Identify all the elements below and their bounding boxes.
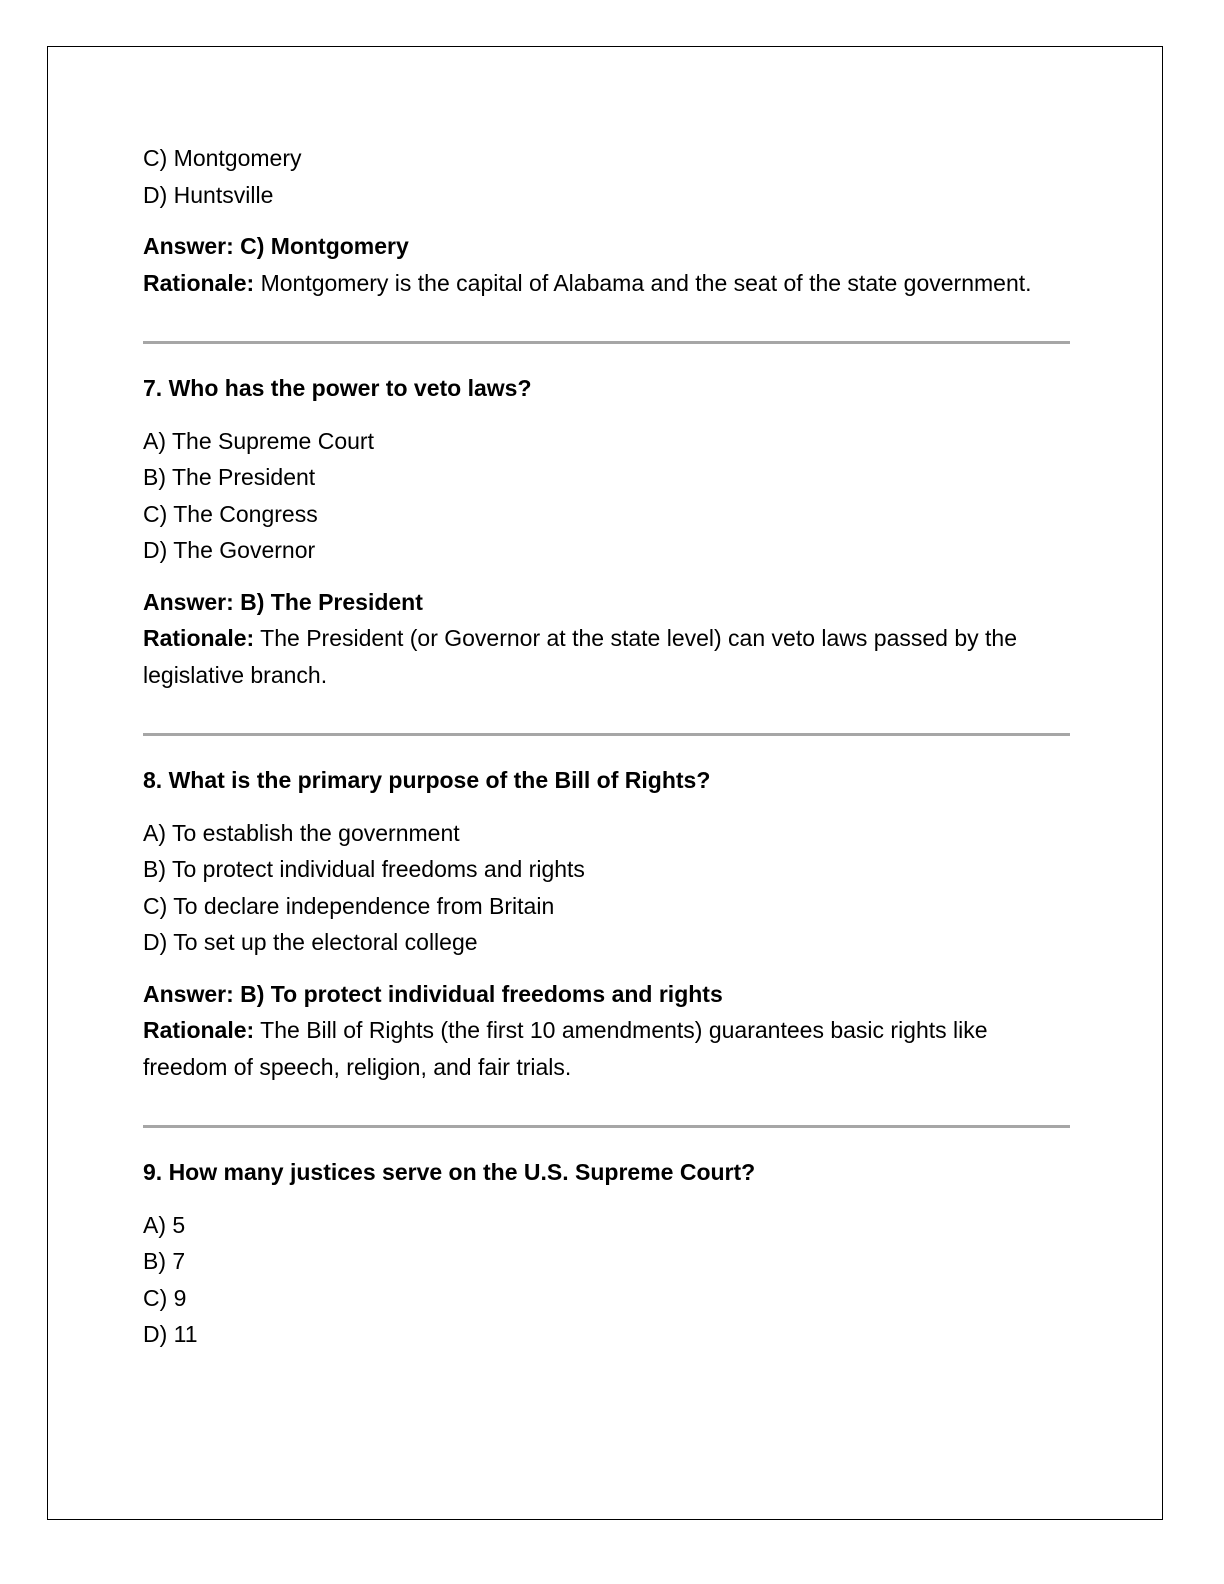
option-d: D) Huntsville (143, 181, 274, 208)
rationale (143, 620, 1073, 693)
option-a: A) 5 (143, 1211, 186, 1238)
option-a: A) The Supreme Court (143, 427, 374, 454)
option-a: A) To establish the government (143, 819, 460, 846)
question-6-continuation (143, 140, 1073, 301)
option-c: C) To declare independence from Britain (143, 892, 555, 919)
rationale-label: Rationale: (143, 1017, 255, 1043)
option-b: B) 7 (143, 1248, 186, 1274)
question-text: 8. What is the primary purpose of the Bill of Rights? (143, 767, 711, 793)
rationale (143, 1012, 1073, 1085)
section-divider (143, 1125, 1070, 1128)
question-text: 9. How many justices serve on the U.S. Supreme Court? (143, 1159, 756, 1185)
rationale-text: Montgomery is the capital of Alabama and the seat of the state government. (260, 269, 1032, 296)
rationale-text: The Bill of Rights (the first 10 amendments) guarantees basic rights like freedom of speech, religion, and fair trials. (143, 1017, 988, 1080)
rationale-text: The President (or Governor at the state level) can veto laws passed by the legislative branch. (143, 625, 1018, 688)
answer: Answer: B) To protect individual freedoms and rights (143, 980, 723, 1007)
rationale-label: Rationale: (143, 625, 255, 651)
option-d: D) To set up the electoral college (143, 929, 478, 955)
answer: Answer: B) The President (143, 588, 423, 615)
document-content (143, 140, 1073, 1353)
question-text: 7. Who has the power to veto laws? (143, 375, 532, 401)
section-divider (143, 341, 1070, 344)
option-d: D) The Governor (143, 537, 316, 563)
rationale (143, 265, 1073, 302)
question-7 (143, 370, 1073, 693)
question-8 (143, 762, 1073, 1085)
answer: Answer: C) Montgomery (143, 233, 409, 259)
option-c: C) Montgomery (143, 145, 302, 171)
option-c: C) 9 (143, 1284, 187, 1311)
rationale-label: Rationale: (143, 269, 255, 296)
option-b: B) The President (143, 464, 316, 490)
option-b: B) To protect individual freedoms and rights (143, 856, 585, 882)
section-divider (143, 733, 1070, 736)
option-c: C) The Congress (143, 500, 318, 527)
question-9 (143, 1154, 1073, 1353)
option-d: D) 11 (143, 1321, 198, 1347)
